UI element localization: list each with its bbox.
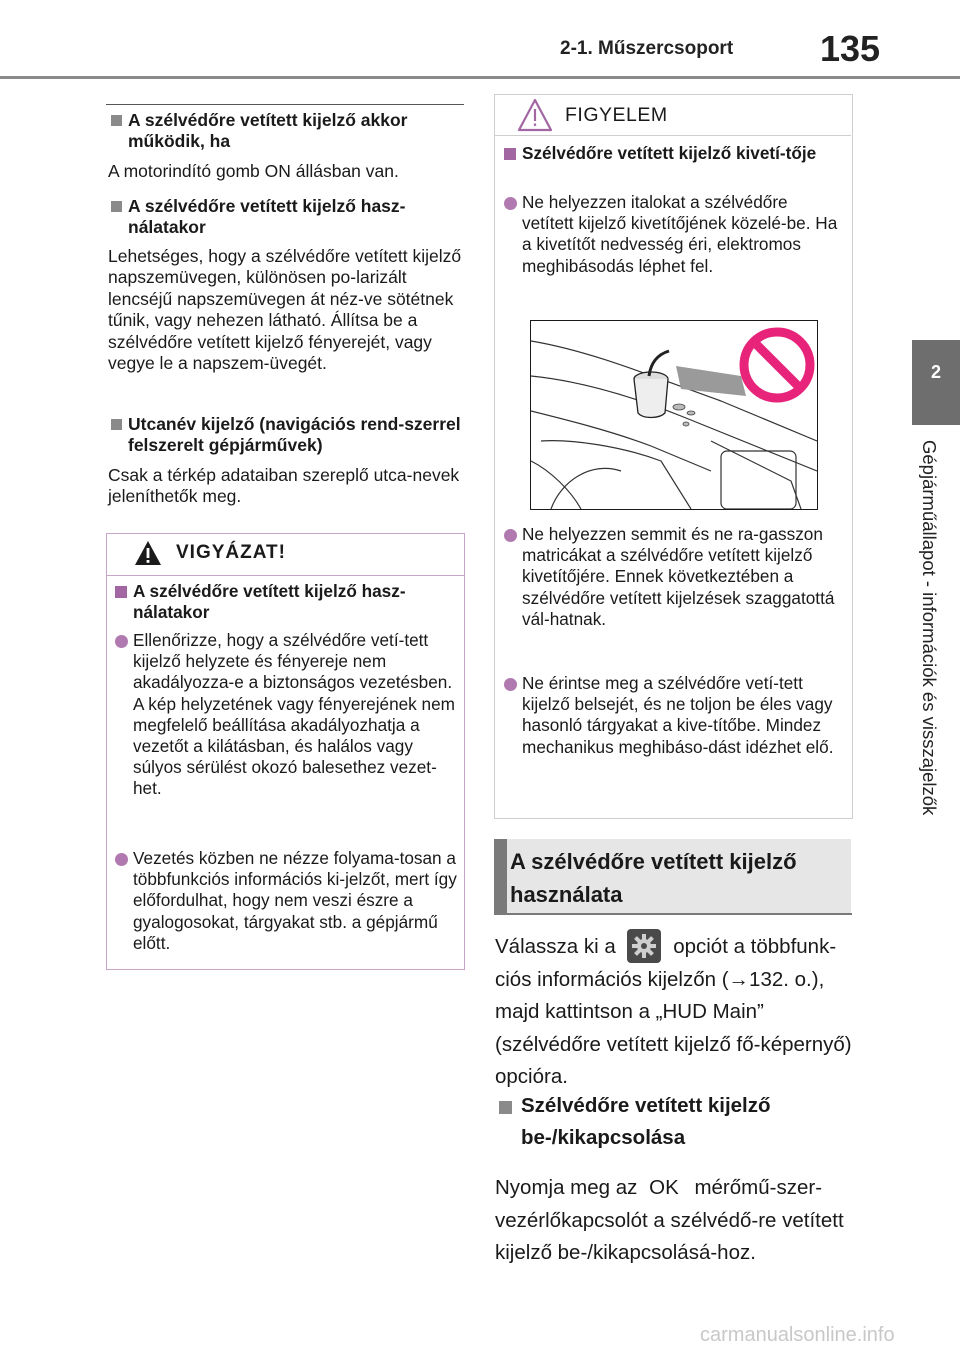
section-rule	[106, 104, 464, 105]
usage-paragraph	[495, 929, 855, 1094]
notice-head-rule	[495, 135, 851, 136]
projector-illustration	[530, 320, 818, 510]
warning-triangle-icon	[133, 539, 163, 567]
round-bullet-icon	[504, 197, 517, 210]
toggle-paragraph	[495, 1172, 855, 1270]
square-bullet-icon	[111, 419, 122, 430]
notice-bullet-3: Ne érintse meg a szélvédőre vetí-tett kijelző belsejét, és ne toljon be éles vagy hasonló tárgyakat a kive-títőbe. Mindez mechanikus meghibáso-dást idézhet elő.	[522, 673, 834, 757]
section-heading-3: Utcanév kijelző (navigációs rend-szerrel felszerelt gépjárművek)	[128, 414, 461, 455]
round-bullet-icon	[115, 853, 128, 866]
caution-bullet-1: Ellenőrizze, hogy a szélvédőre vetí-tett kijelző helyzete és fényereje nem akadályozza-e a biztonságos vezetésben. A kép helyzetének vagy fényerejének nem megfelelő beállítása akadályozhatja a vezetőt a kilátásban, és halálos vagy súlyos sérülést okozó balesethez vezet-het.	[133, 630, 455, 799]
chapter-title: Gépjárműállapot - információk és visszajelzők	[919, 440, 940, 816]
settings-gear-icon	[627, 929, 661, 963]
watermark: carmanualsonline.info	[700, 1324, 895, 1346]
round-bullet-icon	[504, 678, 517, 691]
banner-rule	[494, 913, 852, 915]
section-body-2: Lehetséges, hogy a szélvédőre vetített kijelző napszemüvegen, különösen po-larizált lencséjű napszemüvegen át néz-ve sötétnek tűnik, vagy nehezen látható. Állítsa be a szélvédőre vetített kijelző fényerejét, vagy vegye le a napszem-üvegét.	[108, 246, 462, 374]
usage-text-before: Válassza ki a	[495, 935, 616, 958]
caution-heading: A szélvédőre vetített kijelző hasz-nálatakor	[133, 581, 406, 622]
toggle-heading: Szélvédőre vetített kijelző be-/kikapcsolása	[521, 1094, 771, 1149]
caution-triangle-icon	[517, 98, 553, 132]
caution-bullet-2: Vezetés közben ne nézze folyama-tosan a többfunkciós információs ki-jelzőt, mert így előfordulhat, hogy nem veszi észre a gyalogosokat, tárgyakat stb. a gépjármű előtt.	[133, 848, 457, 953]
caution-title: VIGYÁZAT!	[176, 542, 286, 563]
square-bullet-icon	[111, 201, 122, 212]
square-bullet-icon	[504, 148, 516, 160]
round-bullet-icon	[115, 635, 128, 648]
section-body-3: Csak a térkép adataiban szereplő utca-nevek jeleníthetők meg.	[108, 465, 460, 507]
toggle-text-before: Nyomja meg az	[495, 1176, 638, 1199]
notice-title: FIGYELEM	[565, 104, 668, 126]
header-rule	[0, 76, 960, 79]
round-bullet-icon	[504, 529, 517, 542]
notice-bullet-2: Ne helyezzen semmit és ne ra-gasszon matricákat a szélvédőre vetített kijelző kivetítőjére. Ennek következtében a szélvédőre vetített kijelzések szaggatottá vál-hatnak.	[522, 524, 835, 629]
square-bullet-icon	[499, 1101, 512, 1114]
toggle-text-after: mérőmű-szer-vezérlőkapcsolót a szélvédő-re vetített kijelző be-/kikapcsolásá-hoz.	[495, 1176, 844, 1264]
dashboard-drawing	[531, 321, 817, 509]
page-number: 135	[820, 28, 881, 69]
section-heading-1: A szélvédőre vetített kijelző akkor működik, ha	[128, 110, 408, 151]
ok-button-label: OK	[649, 1176, 679, 1199]
chapter-number: 2	[930, 362, 941, 382]
notice-bullet-1: Ne helyezzen italokat a szélvédőre vetített kijelző kivetítőjének közelé-be. Ha a kivetítőt nedvesség éri, elektromos meghibásodás léphet fel.	[522, 192, 838, 276]
section-body-1: A motorindító gomb ON állásban van.	[108, 161, 399, 181]
square-bullet-icon	[111, 115, 122, 126]
section-heading-2: A szélvédőre vetített kijelző hasz-nálatakor	[128, 196, 406, 237]
notice-heading: Szélvédőre vetített kijelző kivetí-tője	[522, 143, 817, 163]
section-title: 2-1. Műszercsoport	[560, 38, 734, 59]
caution-head-rule	[106, 575, 464, 576]
square-bullet-icon	[115, 586, 127, 598]
banner-accent-bar	[494, 839, 507, 914]
usage-text-after: opciót a többfunk-ciós információs kijelzőn (→132. o.), majd kattintson a „HUD Main” (szélvédőre vetített kijelző fő-képernyő) opcióra.	[495, 935, 852, 1088]
usage-heading: A szélvédőre vetített kijelző használata	[510, 849, 797, 907]
